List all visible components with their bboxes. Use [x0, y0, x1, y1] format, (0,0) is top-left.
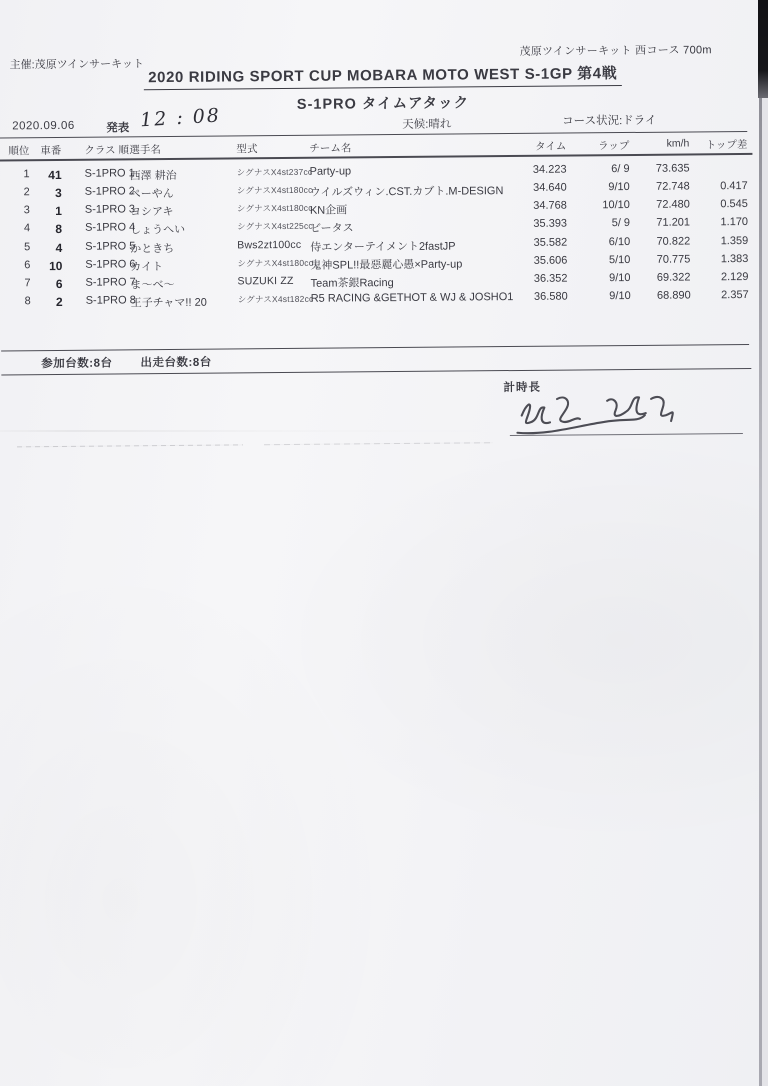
class-value: S-1PRO 4 [85, 221, 136, 234]
time-value: 34.223 [532, 163, 567, 176]
header-car-number: 車番 [40, 144, 62, 158]
header-position: 順位 [8, 145, 30, 158]
lap-value: 9/10 [609, 289, 631, 303]
event-date: 2020.09.06 [12, 119, 75, 133]
circuit-info: 茂原ツインサーキット 西コース 700m [519, 44, 712, 58]
model-value: シグナスX4st180cc [237, 257, 314, 269]
signature-drawing [512, 381, 679, 442]
class-value: S-1PRO 5 [85, 240, 136, 253]
session-subtitle: S-1PRO タイムアタック [296, 95, 470, 113]
gap-value: 0.545 [720, 197, 748, 211]
car-number-value: 4 [55, 240, 63, 256]
timekeeper-signature [512, 381, 679, 447]
faint-line-left [17, 444, 243, 447]
paper-crease [0, 430, 520, 432]
lap-value: 5/ 9 [611, 216, 631, 230]
time-value: 36.580 [533, 290, 568, 303]
car-number-value: 2 [55, 294, 63, 310]
gap-value: 2.357 [721, 288, 749, 302]
team-value: Party-up [309, 165, 352, 178]
gap-value: 1.170 [720, 215, 749, 229]
team-value: R5 RACING &GETHOT & WJ & JOSHO1 [310, 291, 514, 305]
gap-value: 1.359 [720, 234, 749, 248]
lap-value: 6/ 9 [611, 162, 630, 176]
kmh-value: 71.201 [656, 216, 691, 229]
kmh-value: 72.480 [656, 198, 690, 211]
position-value: 2 [23, 186, 30, 199]
scan-edge-shading [762, 96, 768, 1086]
car-number-value: 41 [48, 167, 62, 183]
position-value: 5 [24, 241, 31, 254]
car-number-value: 6 [55, 276, 63, 292]
header-kmh: km/h [666, 137, 690, 150]
class-value: S-1PRO 8 [85, 294, 136, 307]
rider-name-value: かときち [130, 242, 175, 256]
class-value: S-1PRO 3 [84, 203, 136, 216]
organizer-label: 主催:茂原ツインサーキット [9, 58, 144, 72]
header-lap: ラップ [598, 139, 630, 153]
handwritten-announce-time: 12 : 08 [139, 104, 222, 132]
gap-value: 0.417 [720, 179, 748, 193]
divider-above-counts [1, 344, 749, 352]
position-value: 7 [24, 277, 31, 290]
model-value: シグナスX4st237cc [236, 166, 313, 178]
time-value: 35.393 [533, 217, 568, 230]
lap-value: 10/10 [602, 198, 630, 212]
lap-value: 9/10 [609, 271, 631, 285]
model-value: Bws2zt100cc [237, 238, 302, 252]
time-value: 34.640 [533, 181, 567, 194]
entries-count: 参加台数:8台 [41, 357, 113, 371]
rider-name-value: ぺーやん [129, 187, 174, 201]
team-value: KN企画 [309, 204, 348, 217]
kmh-value: 70.822 [656, 235, 691, 248]
header-team: チーム名 [309, 142, 352, 155]
model-value: シグナスX4st180cc [236, 184, 313, 196]
lap-value: 5/10 [608, 253, 631, 267]
class-value: S-1PRO 6 [85, 258, 136, 271]
header-rider-name: 選手名 [129, 144, 161, 157]
course-condition: コース状況:ドライ [562, 114, 657, 128]
model-value: シグナスX4st180cc [236, 202, 313, 214]
scan-edge-shadow [758, 0, 768, 98]
rider-name-value: 王子チャマ!! 20 [130, 296, 207, 310]
rider-name-value: 西澤 耕治 [129, 169, 177, 183]
event-title-text: 2020 RIDING SPORT CUP MOBARA MOTO WEST S-1GP 第4戦 [144, 62, 621, 90]
team-value: 鬼神SPL!!最惡麗心愚×Party-up [310, 258, 463, 272]
lap-value: 9/10 [608, 180, 630, 194]
team-value: ウイルズウィン.CST.カブト.M-DESIGN [309, 185, 504, 199]
weather-status: 天候:晴れ [402, 118, 452, 131]
model-value: シグナスX4st182cc [237, 293, 314, 305]
gap-value: 1.383 [720, 252, 749, 266]
announce-label: 発表 [106, 122, 130, 135]
header-class: クラス 順 [84, 144, 130, 157]
kmh-value: 69.322 [656, 271, 691, 284]
lap-value: 6/10 [608, 235, 631, 249]
header-model: 型式 [236, 143, 258, 156]
gap-value: 2.129 [720, 270, 749, 284]
car-number-value: 1 [55, 203, 62, 219]
time-value: 35.606 [533, 254, 568, 267]
kmh-value: 72.748 [656, 180, 690, 193]
starters-count: 出走台数:8台 [140, 356, 212, 370]
class-value: S-1PRO 1 [84, 167, 135, 180]
faint-line-center [264, 442, 493, 445]
model-value: シグナスX4st225cc [237, 220, 313, 232]
time-value: 34.768 [533, 199, 567, 212]
entry-counts [41, 354, 212, 371]
scan-edge-line [759, 96, 762, 1086]
class-value: S-1PRO 2 [84, 185, 135, 198]
car-number-value: 8 [55, 221, 63, 237]
position-value: 4 [23, 222, 31, 235]
team-value: ビータス [310, 222, 354, 235]
header-gap-to-top: トップ差 [705, 138, 748, 152]
time-value: 36.352 [533, 272, 568, 285]
car-number-value: 3 [55, 185, 62, 201]
model-value: SUZUKI ZZ [237, 274, 294, 288]
rider-name-value: カイト [130, 261, 164, 274]
team-value: 侍エンターテイメント2fastJP [310, 240, 456, 254]
kmh-value: 68.890 [656, 289, 691, 302]
rider-name-value: しょうへい [130, 223, 186, 237]
rider-name-value: ヨシアキ [129, 205, 174, 219]
position-value: 3 [23, 204, 30, 217]
position-value: 6 [24, 259, 31, 272]
car-number-value: 10 [48, 258, 63, 274]
time-value: 35.582 [533, 236, 568, 249]
rider-name-value: ま〜べ〜 [130, 278, 175, 292]
kmh-value: 70.775 [656, 253, 691, 266]
position-value: 1 [23, 168, 30, 181]
timekeeper-label: 計時長 [503, 381, 542, 395]
class-value: S-1PRO 7 [85, 276, 136, 289]
position-value: 8 [24, 295, 31, 308]
header-time: タイム [535, 140, 567, 153]
kmh-value: 73.635 [655, 162, 690, 175]
team-value: Team茶銀Racing [310, 277, 394, 290]
